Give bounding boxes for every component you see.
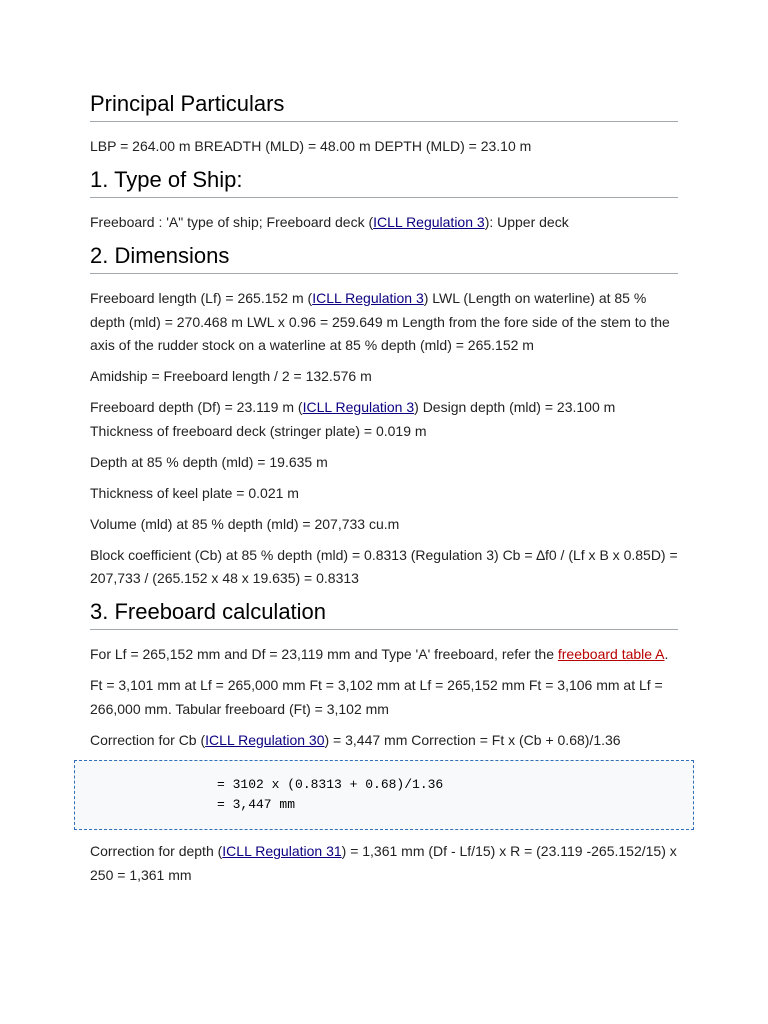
freeboard-table-paragraph xyxy=(90,643,678,667)
article-content xyxy=(90,90,678,895)
code-line: = 3102 x (0.8313 + 0.68)/1.36 xyxy=(217,777,444,792)
heading-type-of-ship: 1. Type of Ship: xyxy=(90,166,678,198)
icll-regulation-31-link[interactable]: ICLL Regulation 31 xyxy=(222,843,342,859)
freeboard-depth-paragraph xyxy=(90,396,678,443)
heading-dimensions: 2. Dimensions xyxy=(90,242,678,274)
icll-regulation-30-link[interactable]: ICLL Regulation 30 xyxy=(205,731,325,748)
depth-85-paragraph: Depth at 85 % depth (mld) = 19.635 m xyxy=(90,453,328,470)
correction-depth-paragraph xyxy=(90,840,678,887)
correction-depth-after: ) = 1,361 mm (Df - Lf/15) x R = (23.119 -265.152/15) x 250 = 1,361 mm xyxy=(90,843,677,883)
correction-depth-before: Correction for depth ( xyxy=(90,843,223,859)
type-of-ship-text-after: ): Upper deck xyxy=(484,214,569,230)
freeboard-table-after: . xyxy=(664,646,669,662)
heading-principal-particulars: Principal Particulars xyxy=(90,90,678,122)
block-coefficient-paragraph: Block coefficient (Cb) at 85 % depth (mld) = 0.8313 (Regulation 3) Cb = ∆f0 / (Lf x B x 0.85D) = 207,733 / (265.152 x 48 x 19.635) = 0.8313 xyxy=(90,546,678,586)
freeboard-length-paragraph xyxy=(90,287,678,358)
keel-plate-paragraph: Thickness of keel plate = 0.021 m xyxy=(90,484,299,501)
icll-regulation-3-link[interactable]: ICLL Regulation 3 xyxy=(373,214,485,230)
volume-paragraph: Volume (mld) at 85 % depth (mld) = 207,733 cu.m xyxy=(90,515,400,532)
icll-regulation-3-link[interactable]: ICLL Regulation 3 xyxy=(312,290,424,306)
tabular-freeboard-paragraph: Ft = 3,101 mm at Lf = 265,000 mm Ft = 3,102 mm at Lf = 265,152 mm Ft = 3,106 mm at Lf = 266,000 mm. Tabular freeboard (Ft) = 3,102 mm xyxy=(90,677,663,717)
freeboard-length-after: ) LWL (Length on waterline) at 85 % depth (mld) = 270.468 m LWL x 0.96 = 259.649 m Length from the fore side of the stem to the axis of the rudder stock on a waterline at 85 % depth (mld) = 265.152 m xyxy=(90,290,670,353)
amidship-paragraph: Amidship = Freeboard length / 2 = 132.576 m xyxy=(90,368,372,384)
heading-freeboard-calculation: 3. Freeboard calculation xyxy=(90,598,678,630)
formula-code-block xyxy=(74,760,694,830)
freeboard-table-a-link[interactable]: freeboard table A xyxy=(557,646,665,662)
freeboard-depth-before: Freeboard depth (Df) = 23.119 m ( xyxy=(90,399,303,415)
icll-regulation-3-link[interactable]: ICLL Regulation 3 xyxy=(302,399,415,415)
type-of-ship-text xyxy=(90,211,678,235)
correction-cb-after: ) = 3,447 mm Correction = Ft x (Cb + 0.68)/1.36 xyxy=(324,731,621,748)
code-line: = 3,447 mm xyxy=(217,797,296,812)
type-of-ship-text-before: Freeboard : 'A" type of ship; Freeboard deck ( xyxy=(90,214,374,230)
freeboard-table-before: For Lf = 265,152 mm and Df = 23,119 mm and Type 'A' freeboard, refer the xyxy=(90,646,558,662)
freeboard-depth-after: ) Design depth (mld) = 23.100 m Thickness of freeboard deck (stringer plate) = 0.019 m xyxy=(90,399,616,439)
correction-cb-before: Correction for Cb ( xyxy=(90,731,206,748)
correction-cb-paragraph xyxy=(90,729,678,753)
principal-particulars-text: LBP = 264.00 m BREADTH (MLD) = 48.00 m DEPTH (MLD) = 23.10 m xyxy=(90,138,532,154)
freeboard-length-before: Freeboard length (Lf) = 265.152 m ( xyxy=(90,290,313,306)
